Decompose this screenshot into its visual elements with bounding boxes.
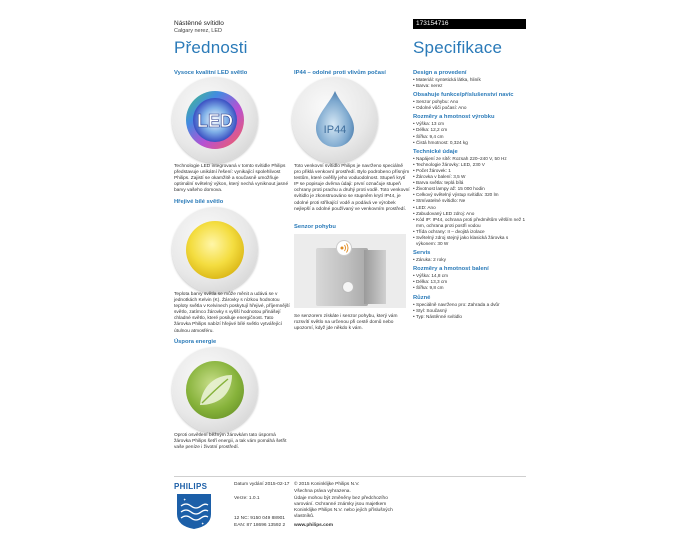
- spec-item: • Napájení ze sítě: Rozsah 220–240 V, 50 Hz: [413, 156, 528, 162]
- product-code-bar: 173154716: [413, 19, 526, 29]
- feature-text-ip44: Toto venkovní svítidlo Philips je navrženo speciálně pro přiklá venkovní prostředí. Bylo podrobeno přísným testům, které ověřily jeho voduodolnost. Stupeň krytí IP se popisuje dvěma údaji: první označuje stupeň ochrany proti prachu a druhý proti vodě. Toto venkovní svítidlo je zkonstruováno se stupněm krytí IP44, je odolné proti stříkající vodě a podává ve výrobek nejlepší a odolné používaný ve venkovním prostředí.: [294, 164, 410, 212]
- spec-item: • Životnost lampy až: 15 000 hodin: [413, 186, 528, 192]
- spec-section-title: Rozměry a hmotnost výrobku: [413, 114, 495, 121]
- advantages-heading: Přednosti: [174, 38, 248, 57]
- spec-item: • Výška: 14,8 cm: [413, 273, 528, 279]
- spec-item: • Zabudovaný LED zdroj: Ano: [413, 211, 528, 217]
- spec-item: • Senzor pohybu: Ano: [413, 99, 528, 105]
- spec-item: • Speciálně navrženo pro: Zahrada a dvůr: [413, 302, 528, 308]
- spec-item: • Barva světla: teplá bílá: [413, 180, 528, 186]
- feature-title-warm: Hřejivé bílé světlo: [174, 199, 224, 205]
- feature-text-warm: Teplota barvy světla se může měnit a udává se v jednotkách Kelvin (K). Žárovky s nízkou hodnotou teploty světla v Kelvinech poskytují hřejivé, příjemnější světlo, zatímco žárovky s vyšší hodnotou přinášejí chladné světlo, které posiluje energičnost. Tato žárovka Philips nabízí hřejivé bílé světlo vytvářející útulnou atmosféru.: [174, 292, 290, 334]
- ean-code: EAN: 87 18696 13592 2: [234, 523, 286, 528]
- led-badge-icon: [172, 77, 258, 163]
- spec-item: • Styl: Současný: [413, 308, 528, 314]
- philips-logo: PHILIPS ✦ ✦: [174, 482, 214, 530]
- spec-item: • Stmívatelné svítidlo: Ne: [413, 198, 528, 204]
- warm-light-icon: [172, 207, 258, 293]
- spec-item: • Čistá hmotnost: 0,324 kg: [413, 140, 528, 146]
- spec-item: • LED: Ano: [413, 205, 528, 211]
- svg-text:IP44: IP44: [323, 124, 347, 136]
- svg-text:LED: LED: [197, 111, 233, 131]
- feature-title-energy: Úspora energie: [174, 339, 217, 345]
- spec-item: • Třída ochrany: II – dvojitá izolace: [413, 229, 528, 235]
- feature-title-sensor: Senzor pohybu: [294, 224, 336, 230]
- spec-section-title: Rozměry a hmotnost balení: [413, 266, 489, 273]
- footer-divider: [174, 476, 526, 477]
- issue-date: Datum vydání 2015-02-17: [234, 482, 290, 487]
- spec-section-title: Servis: [413, 250, 431, 257]
- svg-text:✦: ✦: [201, 521, 205, 526]
- spec-item: • Počet žárovek: 1: [413, 168, 528, 174]
- spec-item: • Technologie žárovky: LED, 230 V: [413, 162, 528, 168]
- spec-list: [413, 70, 528, 320]
- nc-code: 12 NC: 9150 049 88901: [234, 516, 285, 521]
- spec-item: • Barva: nerez: [413, 83, 528, 89]
- leaf-icon: [172, 347, 258, 433]
- spec-item: • Materiál: syntetická látka, hliník: [413, 77, 528, 83]
- feature-text-energy: Oproti osvětlení běžným žárovkám tato úsporná žárovka Philips šetří energii, a tak vám pomáhá šetřit vaše peníze i životní prostředí.: [174, 433, 287, 451]
- motion-sensor-icon: [294, 234, 406, 308]
- spec-item: • Odolné vůči počasí: Ano: [413, 105, 528, 111]
- feature-text-led: Technologie LED integrovaná v tomto svítidle Philips představuje unikátní řešení: vynikající spolehlivost Philips. Zajistí se okamžitě a současně umožňuje optimální světelný výkon, který nechá vyniknout jasné barvy vašeho domova.: [174, 164, 289, 194]
- disclaimer: Údaje mohou být změněny bez předchozího varování. Ochranné známky jsou majetkem Koninklijke Philips N.V. nebo jejích příslušných vlastníků.: [294, 496, 393, 519]
- feature-title-led: Vysoce kvalitní LED světlo: [174, 70, 248, 76]
- spec-section-title: Technické údaje: [413, 148, 458, 155]
- specification-heading: Specifikace: [413, 38, 503, 57]
- copyright: © 2015 Koninklijke Philips N.V.: [294, 482, 360, 487]
- spec-item: • Žárovka v balení: 3,5 W: [413, 174, 528, 180]
- feature-text-sensor: Se senzorem získáte i senzor pohybu, který vám rozsvítí světlo na určenou při cestě domů nebo upozorní, když jde někdo k vám.: [294, 314, 398, 332]
- spec-item: • Délka: 13,3 cm: [413, 279, 528, 285]
- spec-item: • Typ: Nástěnné svítidlo: [413, 314, 528, 320]
- spec-item: • Délka: 12,2 cm: [413, 127, 528, 133]
- feature-title-ip44: IP44 – odolné proti vlivům počasí: [294, 70, 386, 76]
- website-link[interactable]: www.philips.com: [294, 523, 334, 528]
- version: Verze: 1.0.1: [234, 496, 260, 501]
- spec-item: • Šířka: 9,8 cm: [413, 285, 528, 291]
- product-title: Nástěnné svítidlo: [174, 20, 224, 27]
- spec-section-title: Různé: [413, 294, 431, 301]
- spec-item: • Kód IP: IP44, ochrana proti předmětům větším než 1 mm, ochrana proti postři vodou: [413, 217, 528, 229]
- spec-item: • Šířka: 9,4 cm: [413, 134, 528, 140]
- product-subtitle: Calgary nerez, LED: [174, 28, 222, 34]
- rights: Všechna práva vyhrazena.: [294, 489, 351, 494]
- svg-text:✦: ✦: [183, 497, 187, 502]
- spec-item: • Výška: 13 cm: [413, 121, 528, 127]
- spec-item: • Záruka: 2 roky: [413, 257, 528, 263]
- spec-item: • Celkový světelný výstup svítidla: 320 lm: [413, 192, 528, 198]
- ip44-drop-icon: [292, 77, 378, 163]
- spec-item: • Světelný zdroj stejný jako klasická žárovka s výkonem: 30 W: [413, 235, 528, 247]
- spec-section-title: Design a provedení: [413, 70, 467, 76]
- spec-section-title: Obsahuje funkce/příslušenství navíc: [413, 92, 514, 99]
